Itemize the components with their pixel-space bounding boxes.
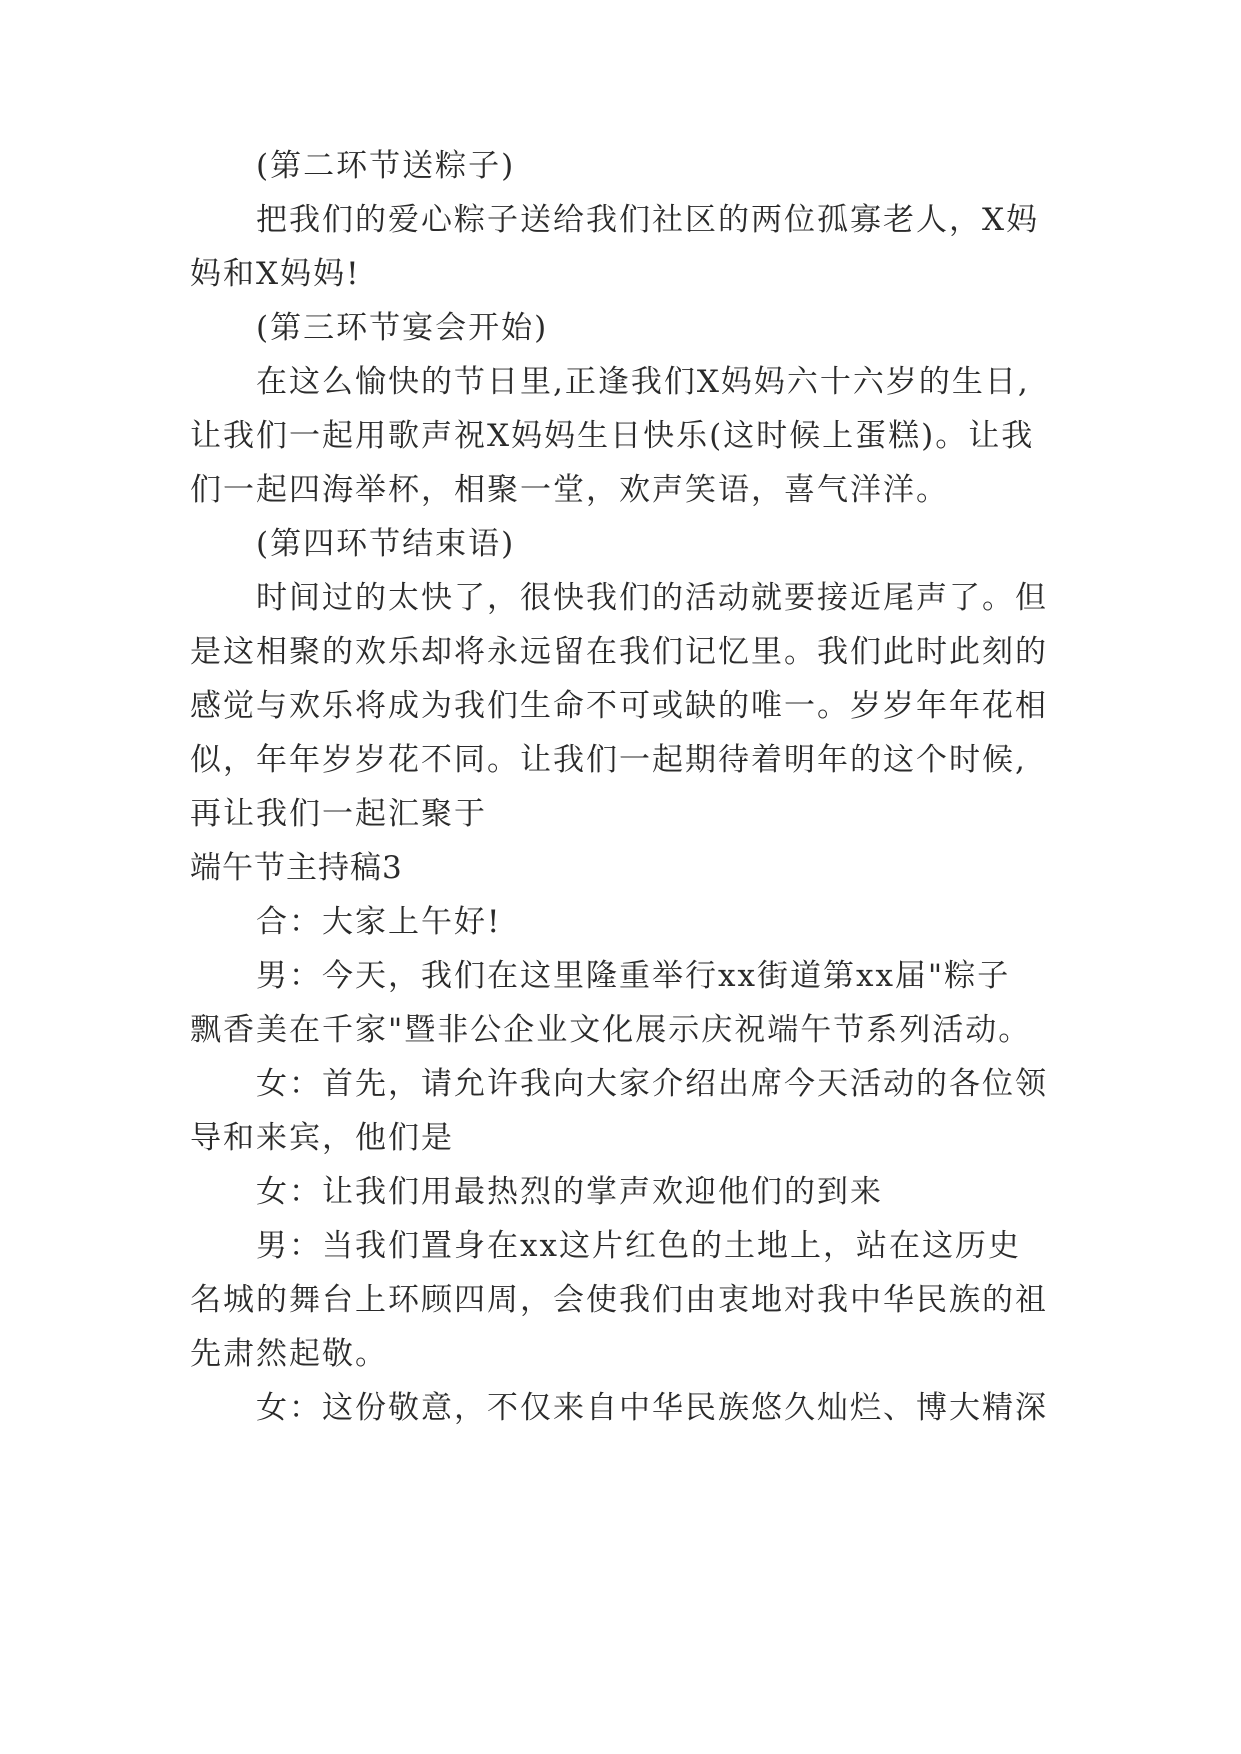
paragraph-line: 在这么愉快的节日里,正逢我们X妈妈六十六岁的生日,: [256, 364, 1030, 400]
paragraph-line: 把我们的爱心粽子送给我们社区的两位孤寡老人，X妈: [256, 202, 1040, 238]
paragraph-line: 女：让我们用最热烈的掌声欢迎他们的到来: [256, 1174, 883, 1210]
paragraph-line: 名城的舞台上环顾四周，会使我们由衷地对我中华民族的祖: [190, 1282, 1048, 1318]
paragraph-line: 们一起四海举杯，相聚一堂，欢声笑语，喜气洋洋。: [190, 472, 949, 508]
paragraph-line: 女：这份敬意，不仅来自中华民族悠久灿烂、博大精深: [256, 1390, 1048, 1426]
paragraph-line: 女：首先，请允许我向大家介绍出席今天活动的各位领: [256, 1066, 1048, 1102]
paragraph-line: 感觉与欢乐将成为我们生命不可或缺的唯一。岁岁年年花相: [190, 688, 1048, 724]
paragraph-line: 是这相聚的欢乐却将永远留在我们记忆里。我们此时此刻的: [190, 634, 1048, 670]
section-heading-third: (第三环节宴会开始): [256, 310, 549, 346]
paragraph-line: 妈和X妈妈!: [190, 256, 361, 292]
paragraph-line: 时间过的太快了，很快我们的活动就要接近尾声了。但: [256, 580, 1048, 616]
paragraph-line: 男：当我们置身在xx这片红色的土地上，站在这历史: [256, 1228, 1021, 1264]
paragraph-line: 合：大家上午好!: [256, 904, 502, 940]
paragraph-line: 男：今天，我们在这里隆重举行xx街道第xx届"粽子: [256, 958, 1011, 994]
section-heading-fourth: (第四环节结束语): [256, 526, 516, 562]
paragraph-line: 似，年年岁岁花不同。让我们一起期待着明年的这个时候,: [190, 742, 1027, 778]
section-heading-second: (第二环节送粽子): [256, 148, 516, 184]
paragraph-line: 导和来宾，他们是: [190, 1120, 454, 1156]
paragraph-line: 让我们一起用歌声祝X妈妈生日快乐(这时候上蛋糕)。让我: [190, 418, 1035, 454]
paragraph-line: 再让我们一起汇聚于: [190, 796, 487, 832]
document-heading: 端午节主持稿3: [190, 850, 403, 886]
paragraph-line: 飘香美在千家"暨非公企业文化展示庆祝端午节系列活动。: [190, 1012, 1032, 1048]
paragraph-line: 先肃然起敬。: [190, 1336, 388, 1372]
